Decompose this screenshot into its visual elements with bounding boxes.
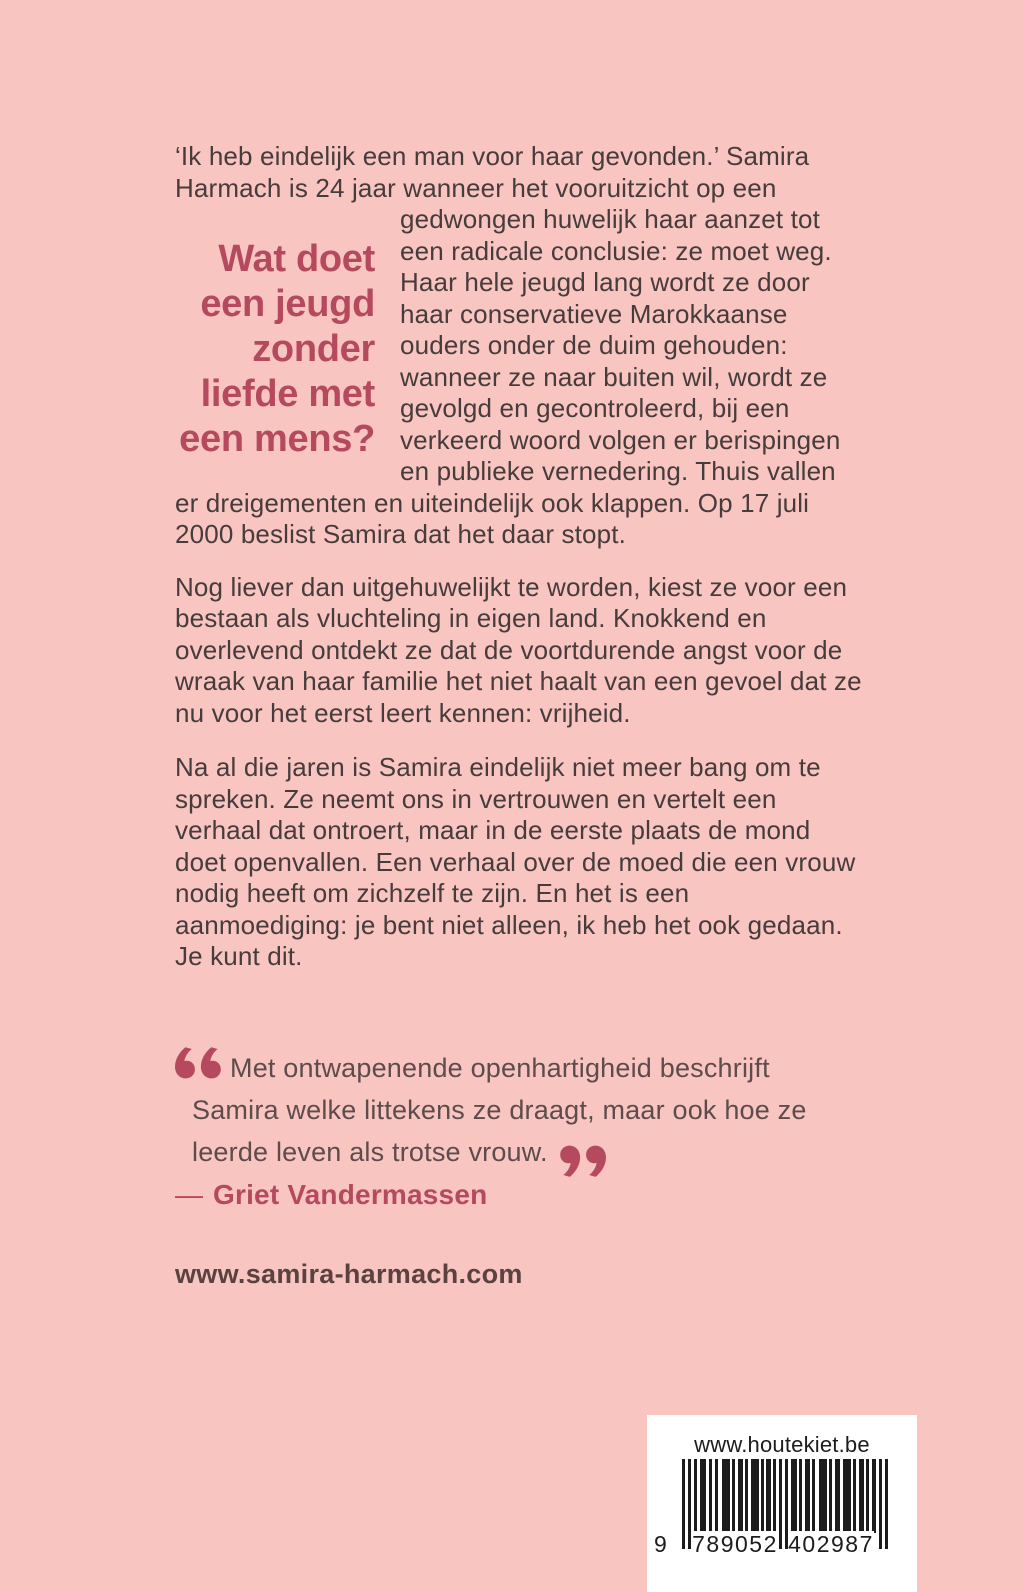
attribution-name: Griet Vandermassen: [213, 1178, 488, 1210]
blurb-paragraph-2: Nog liever dan uitgehuwelijkt te worden, kiest ze voor een bestaan als vluchteling in eigen land. Knokkend en overlevend ontdekt ze dat de voortdurende angst voor de wraak van haar familie het niet haalt van een gevoel dat ze nu voor het eerst leert kennen: vrijheid.: [175, 571, 862, 728]
attribution-dash: —: [175, 1178, 203, 1210]
isbn-group-1: 789052: [692, 1531, 778, 1557]
endorsement-quote: [175, 1047, 835, 1177]
blurb-paragraph-1-wrapped: gedwongen huwelijk haar aanzet tot een radicale conclusie: ze moet weg. Haar hele jeugd lang wordt ze door haar conservatieve Marokkaanse ouders onder de duim gehouden: wanneer ze naar buiten wil, wordt ze gevolgd en gecontroleerd, bij een verkeerd woord volgen er berispingen en publieke vernedering. Thuis vallen: [400, 204, 841, 486]
pull-quote: Wat doet een jeugd zonder liefde met een mens?: [179, 238, 375, 460]
publisher-barcode-box: [647, 1415, 917, 1592]
endorsement-attribution: [175, 1179, 863, 1211]
blurb-content: [175, 141, 863, 1290]
isbn-digit-lead: 9: [654, 1531, 667, 1557]
publisher-website: www.houtekiet.be: [694, 1432, 870, 1457]
isbn-number: [654, 1531, 888, 1557]
blurb-paragraph-1-outro: er dreigementen en uiteindelijk ook klappen. Op 17 juli 2000 beslist Samira dat het daar stopt.: [175, 487, 810, 549]
pullquote-row: [175, 204, 863, 488]
blurb-paragraph-3: Na al die jaren is Samira eindelijk niet meer bang om te spreken. Ze neemt ons in vertrouwen en vertelt een verhaal dat ontroert, maar in de eerste plaats de mond doet openvallen. Een verhaal over de moed die een vrouw nodig heeft om zichzelf te zijn. En het is een aanmoediging: je bent niet alleen, ik heb het ook gedaan. Je kunt dit.: [175, 752, 856, 971]
author-website: www.samira-harmach.com: [175, 1258, 523, 1289]
isbn-group-2: 402987: [788, 1531, 874, 1557]
blurb-paragraph-1-intro: ‘Ik heb eindelijk een man voor haar gevonden.’ Samira Harmach is 24 jaar wanneer het vooruitzicht op een: [175, 141, 810, 203]
opening-quote-icon: [175, 1047, 221, 1079]
endorsement-text: Met ontwapenende openhartigheid beschrijft Samira welke littekens ze draagt, maar ook hoe ze leerde leven als trotse vrouw.: [192, 1052, 807, 1167]
closing-quote-icon: [560, 1145, 606, 1177]
